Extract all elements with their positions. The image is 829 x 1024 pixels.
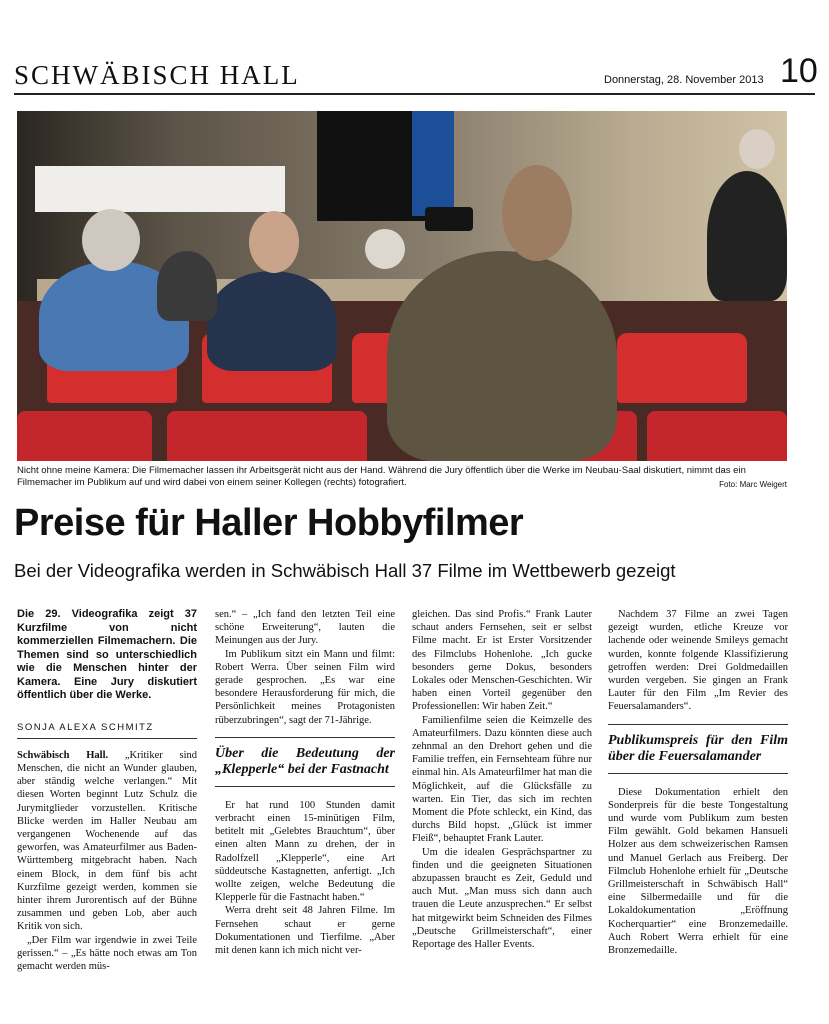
- paragraph: Im Publikum sitzt ein Mann und filmt: Robert Werra. Über seinen Film wird gerade gesprochen. „Es war eine besondere Herausforderung für mich, die Persönlichkeit meines Protagonisten rüberzubringen“, sagt der 71-Jährige.: [215, 648, 395, 726]
- article-author: SONJA ALEXA SCHMITZ: [17, 721, 197, 739]
- photo-seat: [17, 411, 152, 461]
- photo-cameraman: [387, 251, 617, 461]
- paragraph: Um die idealen Gesprächspartner zu finden und die geeigneten Situationen abzupassen braucht es Zeit, Geduld und auch Mut. „Man muss sich dann auch trauen die Leute anzusprechen.“ Er selbst hat mitgewirkt beim Schneiden des Filmes „Deutsche Grillmeisterschaft“, einer Reportage des Haller Events.: [412, 846, 592, 951]
- paragraph: gleichen. Das sind Profis.“ Frank Lauter schaut anders Fernsehen, seit er selbst Filme macht. Er ist Erster Vorsitzender des Filmclubs Hohenlohe. „Ich gucke besonders gerne Dokus, besonders Lokales oder Menschen-Geschichten. Wir haben einen Vorteil gegenüber den Professionellen: Wir haben Zeit.“: [412, 609, 592, 713]
- paragraph: sen.“ – „Ich fand den letzten Teil eine schöne Erweiterung“, lauten die Meinungen aus der Jury.: [215, 609, 395, 647]
- article-subheadline: Bei der Videografika werden in Schwäbisch Hall 37 Filme im Wettbewerb gezeigt: [14, 560, 676, 581]
- article-photo: [17, 111, 787, 461]
- paragraph: Nachdem 37 Filme an zwei Tagen gezeigt wurden, etliche Kreuze vor lachende oder weinende Smileys gemacht wurden, konnte folgende Klassifizierung getroffen werden: Drei Goldmedaillen wurden vergeben. Sie gingen an Frank Lauter für den Film „Im Revier des Feuersalamanders“.: [608, 609, 788, 713]
- article-column-1: [17, 608, 197, 973]
- photo-banner: [412, 111, 454, 216]
- paragraph: Werra dreht seit 48 Jahren Filme. Im Fernsehen schaut er gerne Dokumentationen und Tierfilme. „Aber mit denen kann ich mich nicht ver-: [215, 905, 395, 957]
- photo-head: [249, 211, 299, 273]
- article-column-4: [608, 608, 788, 957]
- photo-person: [207, 271, 337, 371]
- paragraph: [17, 749, 197, 934]
- photo-photographer: [707, 171, 787, 301]
- photo-head: [739, 129, 775, 169]
- photo-credit: Foto: Marc Weigert: [719, 480, 787, 489]
- photo-seat: [617, 333, 747, 403]
- article-headline: Preise für Haller Hobbyfilmer: [14, 502, 524, 544]
- paragraph: Er hat rund 100 Stunden damit verbracht einen 15-minütigen Film, betitelt mit „Gelebtes Brauchtum“, über einen alten Mann zu drehen, der in Radolfzell „Klepperle“, eine Art süddeutsche Kastagnetten, anfertigt. „Ich wollte zeigen, welche Bedeutung die Klepperle für die Fastnacht haben.“: [215, 799, 395, 904]
- photo-camera: [425, 207, 473, 231]
- paragraph: Diese Dokumentation erhielt den Sonderpreis für die beste Tongestaltung und wurde vom Publikum zum besten Film gewählt. Gold bekamen Hansueli Holzer aus dem schweizerischen Ramsen und Manuel Gerlach aus Freiberg. Der Filmclub Hohenlohe erhielt für „Deutsche Grillmeisterschaft in Schwäbisch Hall“ eine Silbermedaille und für die Lokaldokumentation „Eröffnung Kocherquartier“ eine Bronzemedaille. Auch Robert Werra erhielt für eine Bronzemedaille.: [608, 786, 788, 957]
- article-column-3: [412, 608, 592, 951]
- article-column-2: [215, 608, 395, 957]
- issue-date: Donnerstag, 28. November 2013: [604, 74, 764, 86]
- article-lead: Die 29. Videografika zeigt 37 Kurzfilme von nicht kommerziellen Filmemachern. Die Themen sind so unterschiedlich wie die Menschen hinter der Kamera. Eine Jury diskutiert öffentlich über die Werke.: [17, 608, 197, 701]
- photo-seat: [647, 411, 787, 461]
- photo-head: [365, 229, 405, 269]
- paragraph-text: „Kritiker sind Menschen, die nicht an Wunder glauben, aber ständig welche verlangen.“ Mit diesen Worten beginnt Lutz Schulz die Jurymitglieder vorzustellen. Kritische Blicke werden im Haller Neubau am vergangenen Wochenende auf das geworfen, was Amateurfilmer aus Baden-Württemberg mitgebracht haben. Nach einem Block, in dem fünf bis acht Kurzfilme gezeigt werden, kommen sie hinter ihrem Jurorentisch auf der Bühne zusammen und geben Lob, aber auch Kritik von sich.: [17, 749, 197, 933]
- photo-seat: [167, 411, 367, 461]
- page-number: 10: [780, 52, 818, 90]
- intertitle: Publikumspreis für den Film über die Feuersalamander: [608, 724, 788, 774]
- photo-curtain: [317, 111, 427, 221]
- paragraph: Familienfilme seien die Keimzelle des Amateurfilmers. Dazu könnten diese auch zehnmal an den Drehort gehen und die Familie treffen, ein Fernsehteam führe nur einmal hin. Als Amateurfilmer hat man die Möglichkeit, auf die Glücksfälle zu warten. Ein Tier, das sich im rechten Moment die Pfote schleckt, ein Kind, das durchs Bild hopst. „Glück ist immer Fleiß“, behauptet Frank Lauter.: [412, 714, 592, 845]
- paragraph: „Der Film war irgendwie in zwei Teile gerissen.“ – „Es hätte noch etwas am Ton gemacht werden müs-: [17, 934, 197, 972]
- masthead: SCHWÄBISCH HALL: [14, 60, 300, 90]
- photo-head: [502, 165, 572, 261]
- header-rule: [14, 93, 815, 95]
- photo-jury-table: [35, 166, 285, 212]
- photo-person: [157, 251, 217, 321]
- photo-caption: Nicht ohne meine Kamera: Die Filmemacher lassen ihr Arbeitsgerät nicht aus der Hand. Während die Jury öffentlich über die Werke im Neubau-Saal diskutiert, nimmt das ein Filmemacher im Publikum auf und wird dabei von einem seiner Kollegen (rechts) fotografiert.: [17, 465, 746, 488]
- intertitle: Über die Bedeutung der „Klepperle“ bei der Fastnacht: [215, 737, 395, 787]
- dateline: Schwäbisch Hall.: [17, 749, 109, 761]
- photo-head: [82, 209, 140, 271]
